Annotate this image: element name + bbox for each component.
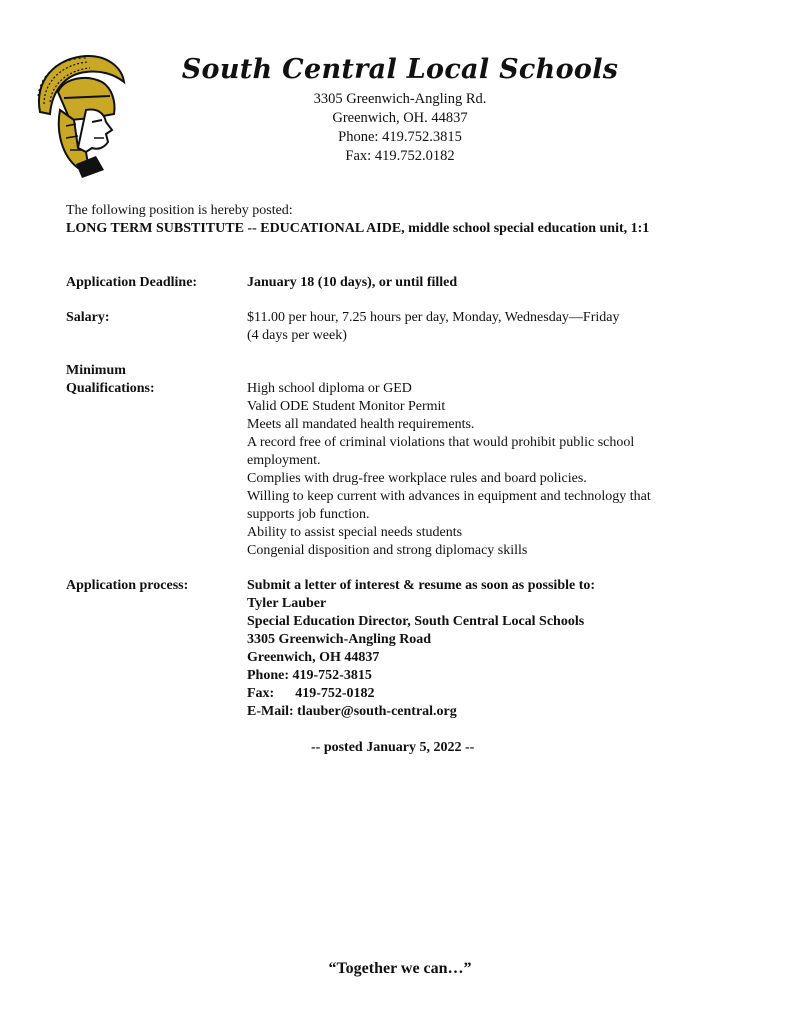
posting-intro: The following position is hereby posted:	[66, 203, 293, 218]
qualification-item: Complies with drug-free workplace rules and board policies.	[247, 471, 587, 486]
qualification-item: Valid ODE Student Monitor Permit	[247, 399, 446, 414]
contact-phone: Phone: 419-752-3815	[247, 668, 372, 683]
qualification-item: High school diploma or GED	[247, 381, 412, 396]
contact-city: Greenwich, OH 44837	[247, 650, 380, 665]
contact-email[interactable]: E-Mail: tlauber@south-central.org	[247, 704, 457, 719]
qualification-item: Congenial disposition and strong diplomacy skills	[247, 543, 528, 558]
school-name: South Central Local Schools	[181, 54, 619, 85]
salary-label: Salary:	[66, 310, 110, 325]
deadline-value: January 18 (10 days), or until filled	[247, 275, 458, 290]
process-line: Submit a letter of interest & resume as soon as possible to:	[247, 578, 596, 593]
school-city: Greenwich, OH. 44837	[332, 110, 468, 126]
qualifications-label-1: Minimum	[66, 363, 126, 378]
salary-line-1: $11.00 per hour, 7.25 hours per day, Monday, Wednesday—Friday	[247, 310, 620, 325]
deadline-label: Application Deadline:	[66, 275, 198, 290]
school-fax: Fax: 419.752.0182	[345, 148, 455, 164]
qualification-item: supports job function.	[247, 507, 370, 522]
footer-slogan: “Together we can…”	[328, 960, 472, 977]
process-label: Application process:	[66, 578, 189, 593]
contact-address: 3305 Greenwich-Angling Road	[247, 632, 432, 647]
posted-date: -- posted January 5, 2022 --	[311, 740, 475, 755]
position-title: LONG TERM SUBSTITUTE -- EDUCATIONAL AIDE, middle school special education unit, 1:1	[66, 221, 650, 236]
qualification-item: Meets all mandated health requirements.	[247, 417, 475, 432]
contact-fax: Fax: 419-752-0182	[247, 686, 375, 701]
school-address: 3305 Greenwich-Angling Rd.	[313, 91, 487, 107]
qualification-item: Ability to assist special needs students	[247, 525, 463, 540]
salary-line-2: (4 days per week)	[247, 328, 347, 343]
contact-name: Tyler Lauber	[247, 596, 327, 611]
qualifications-label-2: Qualifications:	[66, 381, 155, 396]
school-phone: Phone: 419.752.3815	[338, 129, 462, 145]
qualification-item: Willing to keep current with advances in equipment and technology that	[247, 489, 651, 504]
contact-title: Special Education Director, South Central Local Schools	[247, 614, 585, 629]
qualification-item: A record free of criminal violations that would prohibit public school	[247, 435, 635, 450]
qualification-item: employment.	[247, 453, 321, 468]
